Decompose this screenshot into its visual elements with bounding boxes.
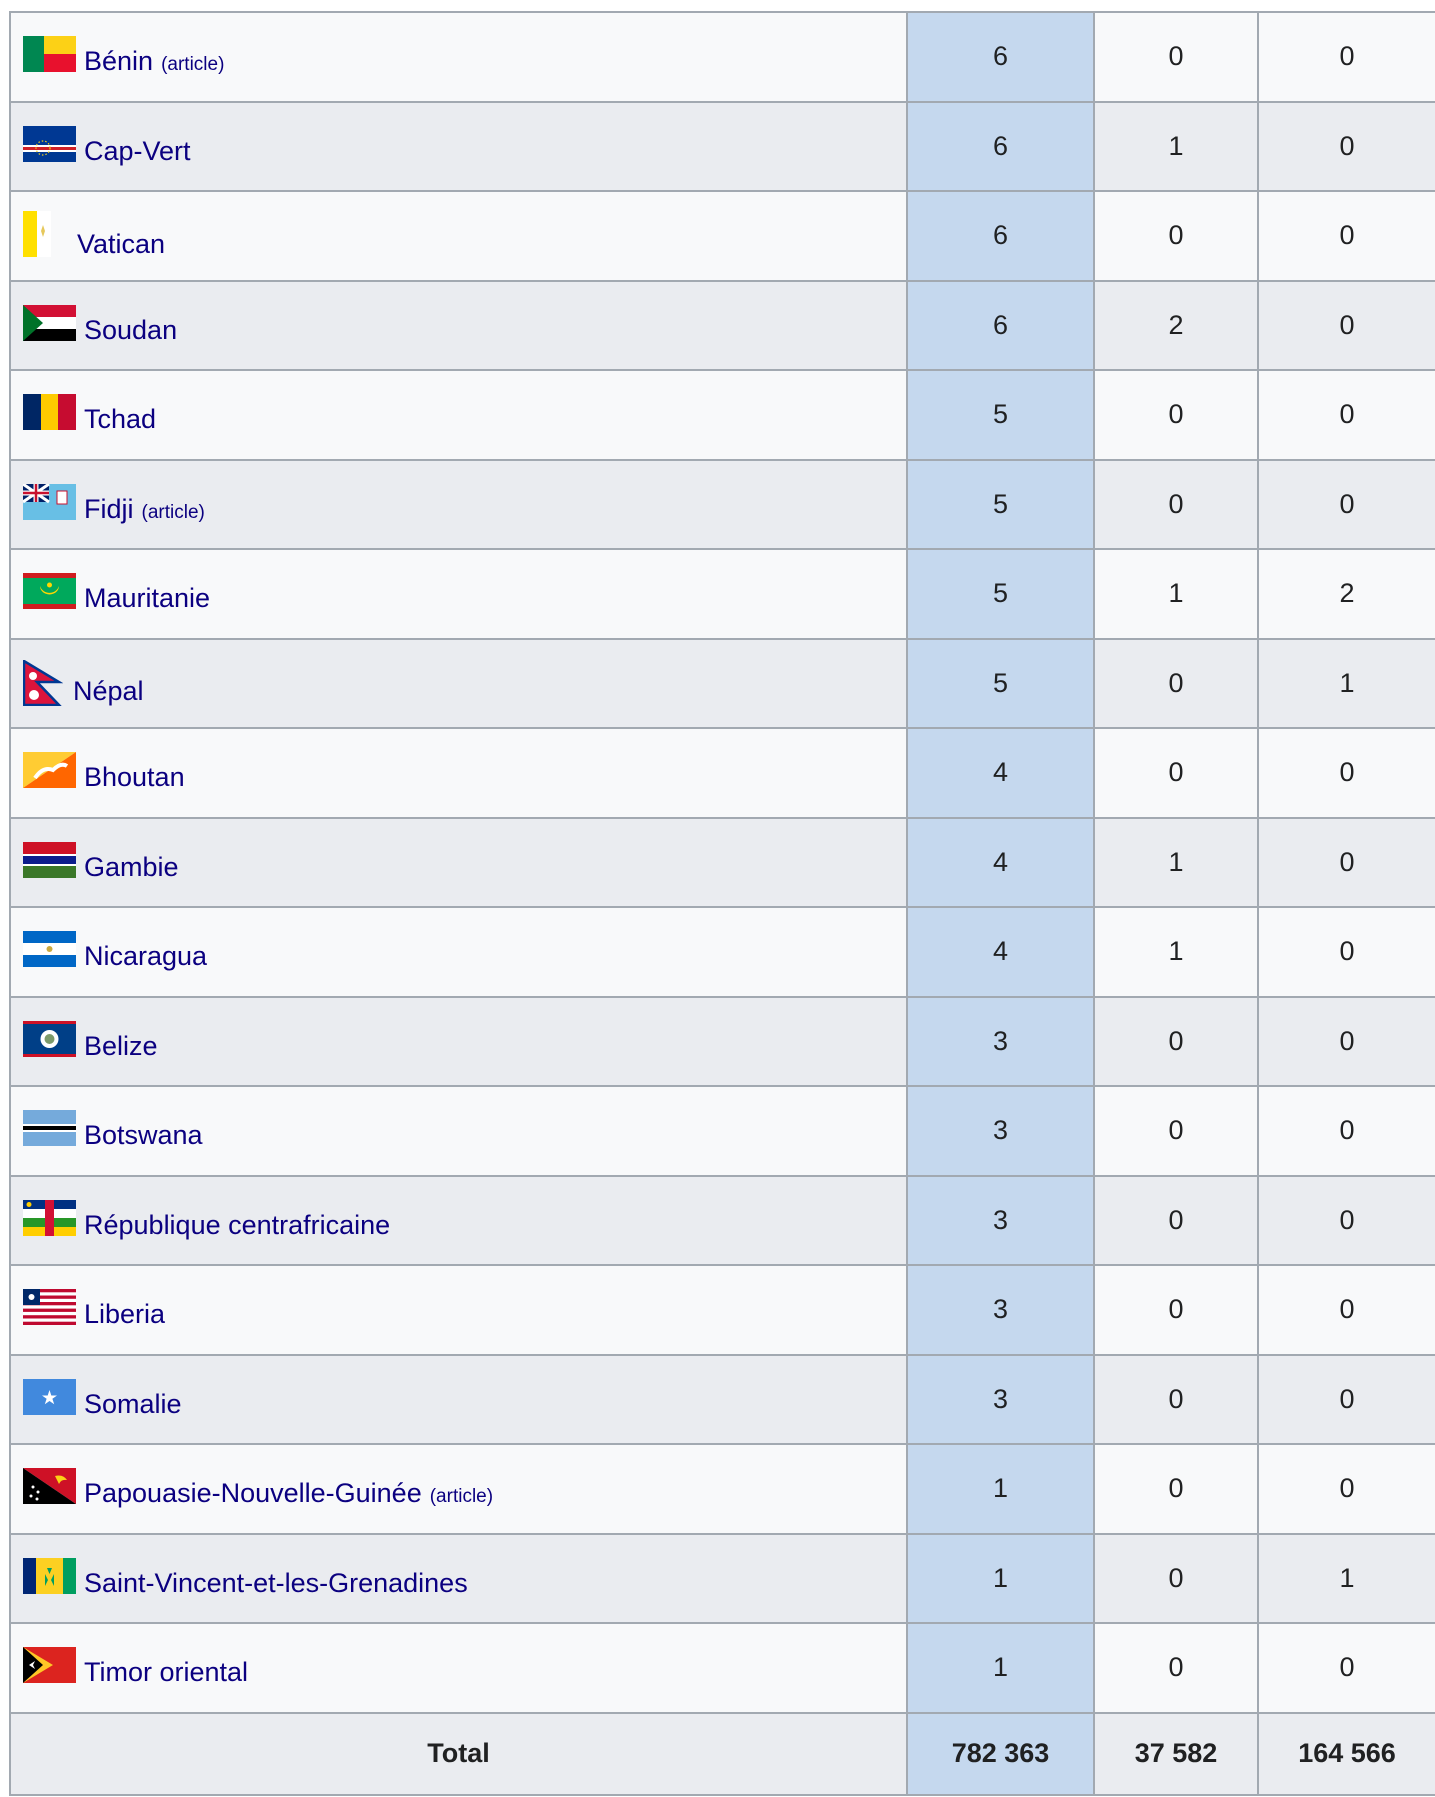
table-row (10, 1086, 1435, 1176)
table-row (10, 191, 1435, 281)
value-b-cell: 0 (1094, 370, 1258, 460)
value-b-cell: 1 (1094, 818, 1258, 908)
value-a-cell: 3 (907, 997, 1094, 1087)
country-link[interactable]: Bhoutan (84, 762, 185, 793)
total-row (10, 1713, 1435, 1795)
value-b-cell: 0 (1094, 460, 1258, 550)
country-link[interactable]: Timor oriental (84, 1657, 249, 1688)
value-b-cell: 0 (1094, 1355, 1258, 1445)
papua-new-guinea-flag-icon[interactable] (23, 1468, 76, 1504)
table-row (10, 1176, 1435, 1266)
value-a-cell: 4 (907, 728, 1094, 818)
country-link[interactable]: Soudan (84, 314, 178, 345)
country-cell (10, 191, 907, 281)
value-c-cell: 1 (1258, 639, 1435, 729)
country-link[interactable]: République centrafricaine (84, 1209, 391, 1240)
value-c-cell: 0 (1258, 460, 1435, 550)
country-cell (10, 1265, 907, 1355)
table-row (10, 907, 1435, 997)
value-a-cell: 5 (907, 370, 1094, 460)
vatican-flag-icon[interactable] (23, 211, 51, 257)
country-stats-table (9, 11, 1435, 1796)
table-row (10, 102, 1435, 192)
value-a-cell: 3 (907, 1265, 1094, 1355)
value-b-cell: 0 (1094, 12, 1258, 102)
country-link[interactable]: Belize (84, 1030, 158, 1061)
cape-verde-flag-icon[interactable] (23, 126, 76, 162)
value-c-cell: 0 (1258, 907, 1435, 997)
country-link[interactable]: Nicaragua (84, 941, 208, 972)
table-row (10, 460, 1435, 550)
value-b-cell: 0 (1094, 728, 1258, 818)
country-cell (10, 907, 907, 997)
article-link[interactable]: (article) (429, 1486, 494, 1508)
country-link[interactable]: Botswana (84, 1120, 203, 1151)
value-c-cell: 0 (1258, 1444, 1435, 1534)
country-link[interactable]: Saint-Vincent-et-les-Grenadines (84, 1567, 468, 1598)
value-a-cell: 5 (907, 460, 1094, 550)
country-link[interactable]: Fidji (84, 493, 134, 524)
country-cell (10, 1176, 907, 1266)
sudan-flag-icon[interactable] (23, 305, 76, 341)
value-c-cell: 0 (1258, 997, 1435, 1087)
value-a-cell: 6 (907, 102, 1094, 192)
table-row (10, 1265, 1435, 1355)
country-link[interactable]: Gambie (84, 851, 179, 882)
total-value-b: 37 582 (1094, 1713, 1258, 1795)
value-c-cell: 0 (1258, 1265, 1435, 1355)
country-link[interactable]: Tchad (84, 404, 157, 435)
value-a-cell: 4 (907, 818, 1094, 908)
table-body (10, 12, 1435, 1713)
country-cell (10, 460, 907, 550)
liberia-flag-icon[interactable] (23, 1289, 76, 1325)
value-b-cell: 0 (1094, 1176, 1258, 1266)
table-row (10, 639, 1435, 729)
country-cell (10, 728, 907, 818)
value-b-cell: 1 (1094, 549, 1258, 639)
table-row (10, 370, 1435, 460)
value-b-cell: 0 (1094, 997, 1258, 1087)
value-c-cell: 0 (1258, 370, 1435, 460)
value-a-cell: 3 (907, 1176, 1094, 1266)
country-link[interactable]: Mauritanie (84, 583, 211, 614)
table-row (10, 281, 1435, 371)
value-a-cell: 4 (907, 907, 1094, 997)
value-a-cell: 5 (907, 549, 1094, 639)
belize-flag-icon[interactable] (23, 1021, 76, 1057)
value-b-cell: 0 (1094, 639, 1258, 729)
value-b-cell: 0 (1094, 1534, 1258, 1624)
value-c-cell: 0 (1258, 102, 1435, 192)
table-row (10, 549, 1435, 639)
total-label: Total (10, 1713, 907, 1795)
value-b-cell: 2 (1094, 281, 1258, 371)
country-link[interactable]: Népal (73, 675, 144, 706)
value-b-cell: 0 (1094, 1265, 1258, 1355)
article-link[interactable]: (article) (141, 501, 205, 523)
mauritania-flag-icon[interactable] (23, 573, 76, 609)
value-b-cell: 1 (1094, 102, 1258, 192)
value-c-cell: 0 (1258, 12, 1435, 102)
country-cell (10, 818, 907, 908)
value-c-cell: 2 (1258, 549, 1435, 639)
country-cell (10, 997, 907, 1087)
chad-flag-icon[interactable] (23, 394, 76, 430)
value-a-cell: 6 (907, 12, 1094, 102)
value-b-cell: 0 (1094, 191, 1258, 281)
country-cell (10, 12, 907, 102)
value-a-cell: 3 (907, 1086, 1094, 1176)
table-row (10, 818, 1435, 908)
central-african-republic-flag-icon[interactable] (23, 1200, 76, 1236)
total-value-c: 164 566 (1258, 1713, 1435, 1795)
country-link[interactable]: Liberia (84, 1299, 166, 1330)
table-row (10, 12, 1435, 102)
value-c-cell: 0 (1258, 1176, 1435, 1266)
bhutan-flag-icon[interactable] (23, 752, 76, 788)
table-row (10, 1355, 1435, 1445)
country-link[interactable]: Somalie (84, 1388, 182, 1419)
value-c-cell: 0 (1258, 1355, 1435, 1445)
country-cell (10, 1534, 907, 1624)
country-cell (10, 281, 907, 371)
article-link[interactable]: (article) (161, 54, 225, 76)
value-a-cell: 6 (907, 281, 1094, 371)
value-c-cell: 0 (1258, 728, 1435, 818)
country-cell (10, 1623, 907, 1713)
value-c-cell: 0 (1258, 1086, 1435, 1176)
value-b-cell: 0 (1094, 1444, 1258, 1534)
table-row (10, 728, 1435, 818)
east-timor-flag-icon[interactable] (23, 1647, 76, 1683)
value-c-cell: 1 (1258, 1534, 1435, 1624)
gambia-flag-icon[interactable] (23, 842, 76, 878)
country-cell (10, 639, 907, 729)
fiji-flag-icon[interactable] (23, 484, 76, 520)
value-b-cell: 1 (1094, 907, 1258, 997)
country-cell (10, 549, 907, 639)
value-c-cell: 0 (1258, 1623, 1435, 1713)
country-link[interactable]: Cap-Vert (84, 135, 191, 166)
table-row (10, 997, 1435, 1087)
somalia-flag-icon[interactable] (23, 1379, 76, 1415)
nicaragua-flag-icon[interactable] (23, 931, 76, 967)
table-row (10, 1444, 1435, 1534)
country-cell (10, 102, 907, 192)
country-link[interactable]: Bénin (84, 46, 154, 77)
country-link[interactable]: Vatican (77, 229, 166, 260)
value-c-cell: 0 (1258, 281, 1435, 371)
table-row (10, 1534, 1435, 1624)
value-a-cell: 1 (907, 1623, 1094, 1713)
country-cell (10, 1444, 907, 1534)
country-cell (10, 370, 907, 460)
value-b-cell: 0 (1094, 1623, 1258, 1713)
value-c-cell: 0 (1258, 818, 1435, 908)
value-c-cell: 0 (1258, 191, 1435, 281)
country-cell (10, 1355, 907, 1445)
value-a-cell: 3 (907, 1355, 1094, 1445)
table-row (10, 1623, 1435, 1713)
saint-vincent-flag-icon[interactable] (23, 1558, 76, 1594)
value-a-cell: 1 (907, 1534, 1094, 1624)
medal-table-container (9, 11, 1435, 1796)
value-b-cell: 0 (1094, 1086, 1258, 1176)
value-a-cell: 1 (907, 1444, 1094, 1534)
country-link[interactable]: Papouasie-Nouvelle-Guinée (84, 1478, 422, 1509)
value-a-cell: 6 (907, 191, 1094, 281)
country-cell (10, 1086, 907, 1176)
total-value-a: 782 363 (907, 1713, 1094, 1795)
value-a-cell: 5 (907, 639, 1094, 729)
benin-flag-icon[interactable] (23, 36, 76, 72)
nepal-flag-icon[interactable] (23, 660, 63, 706)
botswana-flag-icon[interactable] (23, 1110, 76, 1146)
